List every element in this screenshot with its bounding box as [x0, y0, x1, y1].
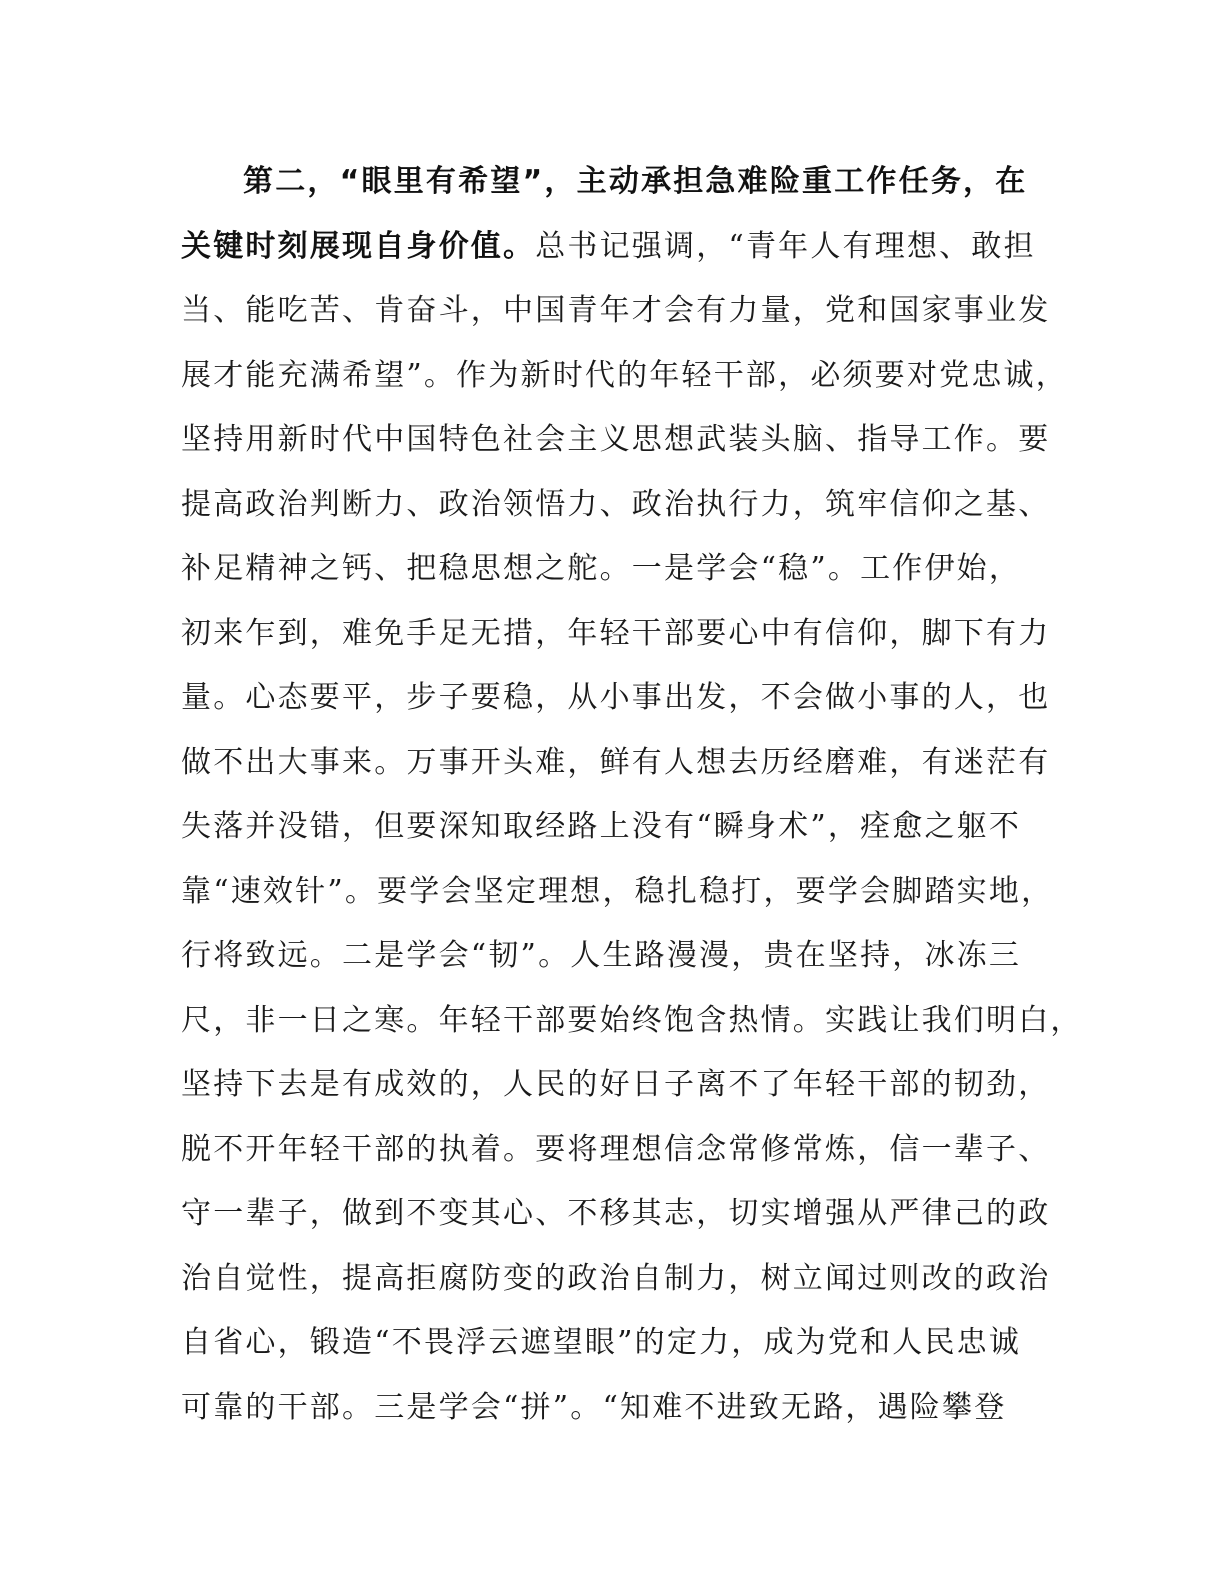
paragraph-line: 失落并没错，但要深知取经路上没有“瞬身术”，痊愈之躯不 — [181, 809, 1022, 844]
paragraph-line: 补足精神之钙、把稳思想之舵。一是学会“稳”。工作伊始， — [181, 551, 1022, 586]
paragraph-line: 量。心态要平，步子要稳，从小事出发，不会做小事的人，也 — [181, 680, 1051, 715]
paragraph-line: 做不出大事来。万事开头难，鲜有人想去历经磨难，有迷茫有 — [181, 744, 1051, 780]
paragraph-line: 行将致远。二是学会“韧”。人生路漫漫，贵在坚持，冰冻三 — [181, 938, 1022, 973]
paragraph-line: 可靠的干部。三是学会“拼”。“知难不进致无路，遇险攀登 — [181, 1389, 1007, 1425]
paragraph-line: 坚持下去是有成效的，人民的好日子离不了年轻干部的韧劲， — [181, 1067, 1051, 1102]
paragraph-line: 尺，非一日之寒。年轻干部要始终饱含热情。实践让我们明白， — [181, 1002, 1083, 1038]
paragraph-line: 提高政治判断力、政治领悟力、政治执行力，筑牢信仰之基、 — [181, 486, 1051, 522]
line-text: 总书记强调，“青年人有理想、敢担 — [535, 228, 1036, 264]
body-paragraph — [181, 150, 1083, 1440]
paragraph-line: 靠“速效针”。要学会坚定理想，稳扎稳打，要学会脚踏实地， — [181, 873, 1054, 909]
paragraph-line: 当、能吃苦、肯奋斗，中国青年才会有力量，党和国家事业发 — [181, 293, 1051, 328]
paragraph-line: 展才能充满希望”。作为新时代的年轻干部，必须要对党忠诚， — [181, 357, 1068, 393]
paragraph-heading: 第二，“眼里有希望”，主动承担急难险重工作任务，在 — [243, 164, 1028, 199]
paragraph-line: 脱不开年轻干部的执着。要将理想信念常修常炼，信一辈子、 — [181, 1131, 1051, 1167]
paragraph-line — [181, 150, 1051, 215]
paragraph-line: 治自觉性，提高拒腐防变的政治自制力，树立闻过则改的政治 — [181, 1260, 1051, 1296]
paragraph-heading-continuation: 关键时刻展现自身价值。 — [181, 228, 536, 264]
paragraph-line: 坚持用新时代中国特色社会主义思想武装头脑、指导工作。要 — [181, 422, 1051, 457]
paragraph-line: 初来乍到，难免手足无措，年轻干部要心中有信仰，脚下有力 — [181, 615, 1051, 651]
paragraph-line: 自省心，锻造“不畏浮云遮望眼”的定力，成为党和人民忠诚 — [181, 1325, 1022, 1360]
paragraph-line: 守一辈子，做到不变其心、不移其志，切实增强从严律己的政 — [181, 1196, 1051, 1231]
paragraph-line — [181, 215, 1051, 280]
